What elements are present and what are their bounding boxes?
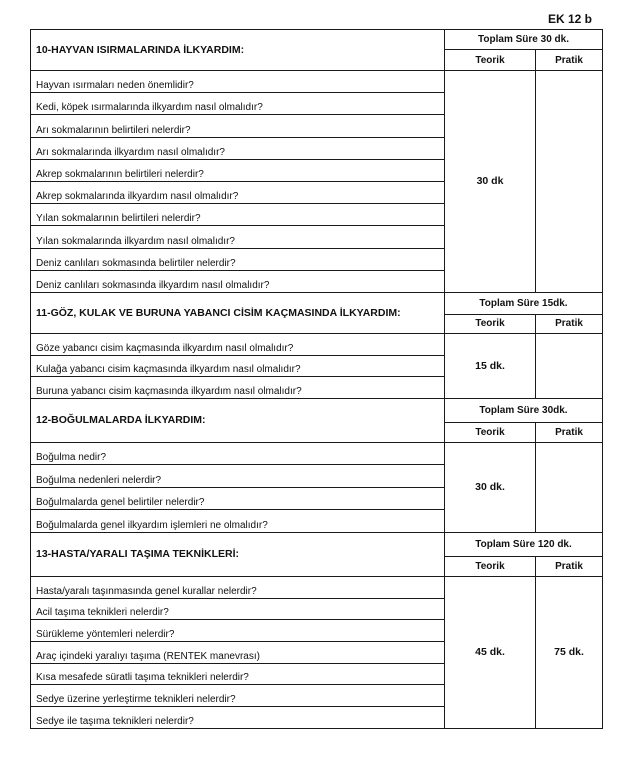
practice-duration: 75 dk. [536,576,603,728]
theory-header: Teorik [445,556,536,576]
question-item: Boğulma nedir? [31,442,445,465]
practice-header: Pratik [536,422,603,442]
practice-duration [536,71,603,293]
total-time: Toplam Süre 15dk. [445,292,603,314]
question-item: Acil taşıma teknikleri nelerdir? [31,598,445,620]
question-item: Göze yabancı cisim kaçmasında ilkyardım nasıl olmalıdır? [31,333,445,355]
question-item: Akrep sokmalarının belirtileri nelerdir? [31,159,445,181]
section-title: 11-GÖZ, KULAK VE BURUNA YABANCI CİSİM KAÇMASINDA İLKYARDIM: [31,292,445,333]
theory-duration: 15 dk. [445,333,536,398]
question-item: Yılan sokmalarının belirtileri nelerdir? [31,204,445,226]
question-item: Hasta/yaralı taşınmasında genel kurallar nelerdir? [31,576,445,598]
section-title: 13-HASTA/YARALI TAŞIMA TEKNİKLERİ: [31,532,445,576]
question-item: Kısa mesafede süratli taşıma teknikleri nelerdir? [31,663,445,685]
practice-header: Pratik [536,50,603,71]
practice-duration [536,442,603,532]
total-time: Toplam Süre 120 dk. [445,532,603,556]
theory-duration: 30 dk. [445,442,536,532]
question-item: Kedi, köpek ısırmalarında ilkyardım nasıl olmalıdır? [31,93,445,115]
section-title: 12-BOĞULMALARDA İLKYARDIM: [31,398,445,442]
question-item: Arı sokmalarında ilkyardım nasıl olmalıdır? [31,137,445,159]
practice-header: Pratik [536,314,603,333]
question-item: Yılan sokmalarında ilkyardım nasıl olmalıdır? [31,226,445,248]
question-item: Boğulma nedenleri nelerdir? [31,465,445,488]
question-item: Deniz canlıları sokmasında ilkyardım nasıl olmalıdır? [31,270,445,292]
question-item: Sürükleme yöntemleri nelerdir? [31,620,445,642]
question-item: Boğulmalarda genel ilkyardım işlemleri ne olmalıdır? [31,510,445,533]
question-item: Boğulmalarda genel belirtiler nelerdir? [31,487,445,510]
question-item: Araç içindeki yaralıyı taşıma (RENTEK manevrası) [31,642,445,664]
page-label: EK 12 b [548,12,593,26]
curriculum-table [30,29,603,729]
theory-header: Teorik [445,50,536,71]
question-item: Deniz canlıları sokmasında belirtiler nelerdir? [31,248,445,270]
total-time: Toplam Süre 30dk. [445,398,603,422]
curriculum-body [31,30,603,729]
section-title: 10-HAYVAN ISIRMALARINDA İLKYARDIM: [31,30,445,71]
question-item: Akrep sokmalarında ilkyardım nasıl olmalıdır? [31,181,445,203]
question-item: Sedye üzerine yerleştirme teknikleri nelerdir? [31,685,445,707]
question-item: Hayvan ısırmaları neden önemlidir? [31,71,445,93]
theory-duration: 45 dk. [445,576,536,728]
practice-header: Pratik [536,556,603,576]
theory-duration: 30 dk [445,71,536,293]
total-time: Toplam Süre 30 dk. [445,30,603,50]
question-item: Kulağa yabancı cisim kaçmasında ilkyardım nasıl olmalıdır? [31,355,445,377]
practice-duration [536,333,603,398]
theory-header: Teorik [445,422,536,442]
question-item: Arı sokmalarının belirtileri nelerdir? [31,115,445,137]
question-item: Sedye ile taşıma teknikleri nelerdir? [31,707,445,729]
theory-header: Teorik [445,314,536,333]
question-item: Buruna yabancı cisim kaçmasında ilkyardım nasıl olmalıdır? [31,377,445,399]
